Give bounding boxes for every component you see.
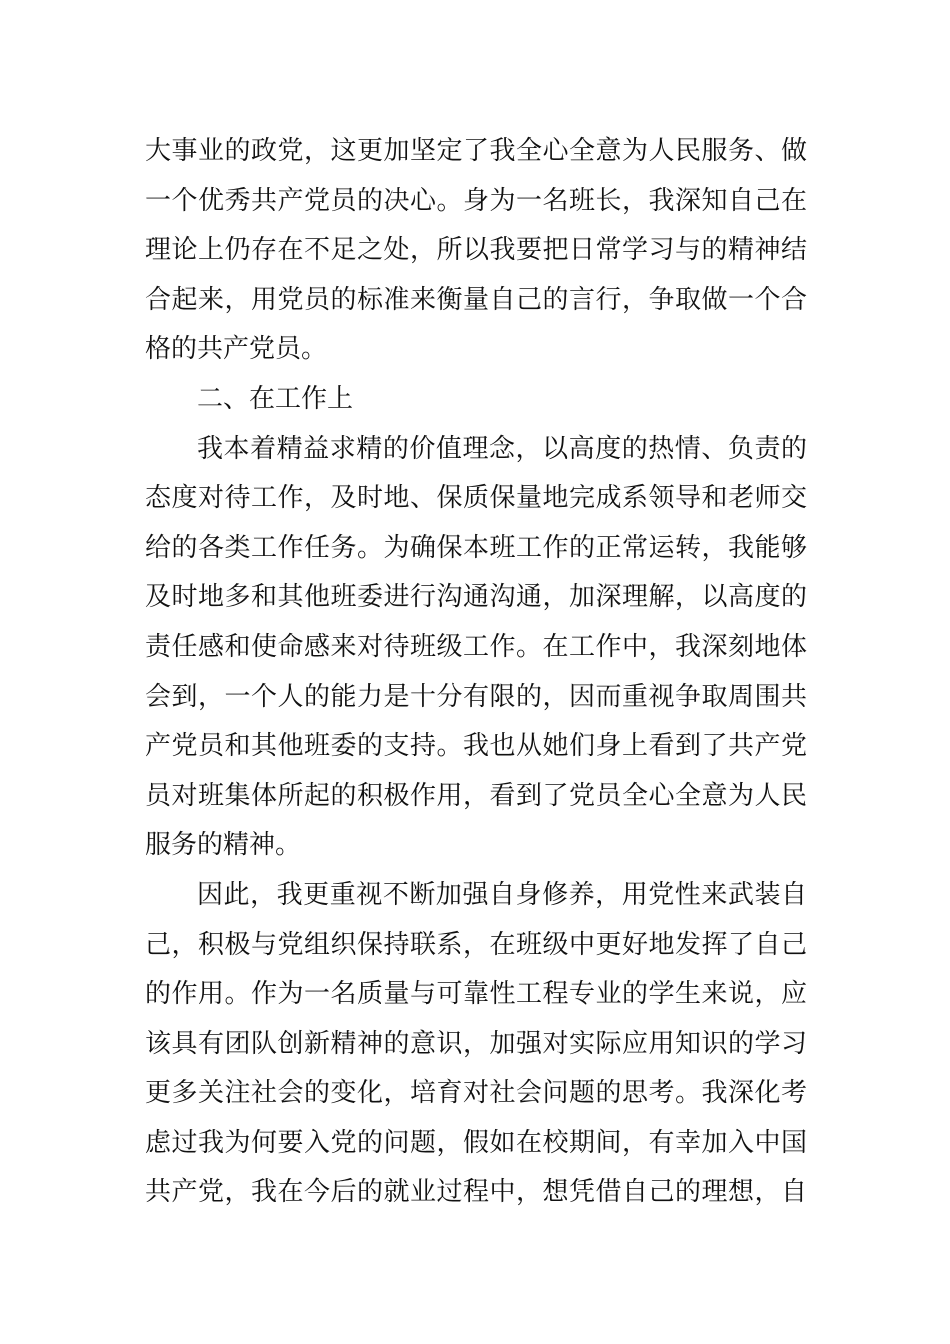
text-line: 责任感和使命感来对待班级工作。在工作中，我深刻地体 (145, 631, 807, 662)
text-line: 态度对待工作，及时地、保质保量地完成系领导和老师交 (145, 483, 807, 514)
text-line: 该具有团队创新精神的意识，加强对实际应用知识的学习 (145, 1028, 807, 1059)
text-line: 更多关注社会的变化，培育对社会问题的思考。我深化考 (145, 1078, 807, 1109)
text-line: 大事业的政党，这更加坚定了我全心全意为人民服务、做 (145, 136, 807, 166)
document-body (145, 127, 807, 1218)
text-line: 服务的精神。 (145, 830, 302, 861)
text-line: 格的共产党员。 (145, 334, 328, 365)
section-heading: 二、在工作上 (197, 383, 354, 414)
paragraph-first-line: 因此，我更重视不断加强自身修养，用党性来武装自 (197, 879, 807, 910)
text-line: 虑过我为何要入党的问题，假如在校期间，有幸加入中国 (145, 1127, 807, 1158)
text-line: 及时地多和其他班委进行沟通沟通，加深理解，以高度的 (145, 582, 807, 613)
text-line: 给的各类工作任务。为确保本班工作的正常运转，我能够 (145, 532, 807, 563)
paragraph-first-line: 我本着精益求精的价值理念，以高度的热情、负责的 (197, 433, 807, 464)
text-line: 一个优秀共产党员的决心。身为一名班长，我深知自己在 (145, 185, 807, 216)
text-line: 产党员和其他班委的支持。我也从她们身上看到了共产党 (145, 731, 807, 762)
text-line: 合起来，用党员的标准来衡量自己的言行，争取做一个合 (145, 284, 807, 315)
text-line: 会到，一个人的能力是十分有限的，因而重视争取周围共 (145, 681, 807, 712)
text-line: 理论上仍存在不足之处，所以我要把日常学习与的精神结 (145, 235, 807, 266)
text-line: 员对班集体所起的积极作用，看到了党员全心全意为人民 (145, 780, 807, 811)
text-line: 的作用。作为一名质量与可靠性工程专业的学生来说，应 (145, 979, 807, 1010)
text-line: 己，积极与党组织保持联系，在班级中更好地发挥了自己 (145, 929, 807, 960)
text-line: 共产党，我在今后的就业过程中，想凭借自己的理想，自 (145, 1177, 807, 1208)
